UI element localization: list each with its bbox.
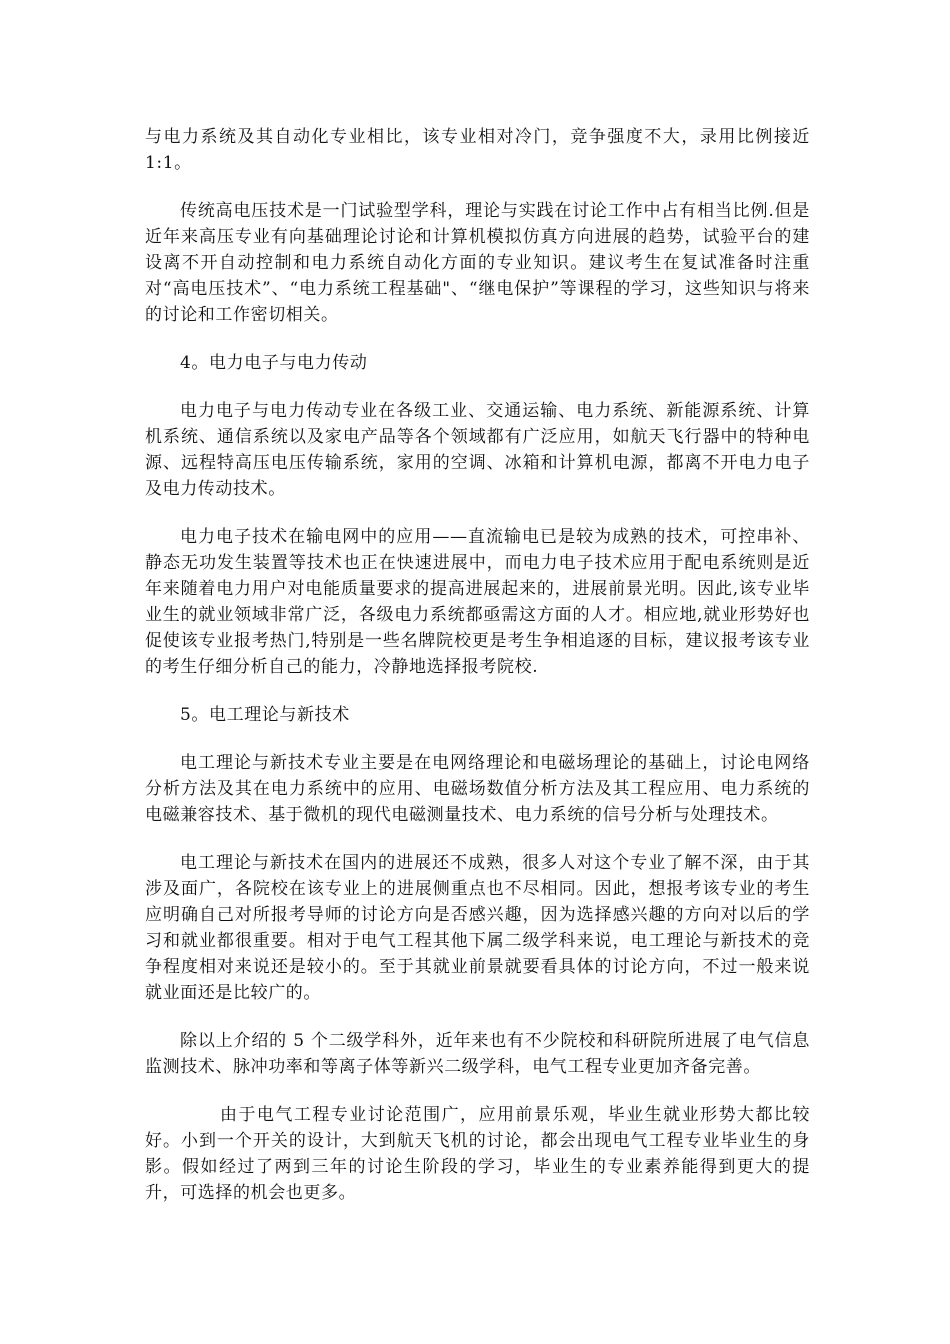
paragraph-intro-continuation: 与电力系统及其自动化专业相比，该专业相对冷门，竞争强度不大，录用比例接近 1:1。 (145, 127, 810, 173)
section-heading-power-electronics: 4。电力电子与电力传动 (180, 353, 368, 373)
paragraph-electrical-theory-scope: 电工理论与新技术专业主要是在电网络理论和电磁场理论的基础上，讨论电网络分析方法及其在电力系统中的应用、电磁场数值分析方法及其工程应用、电力系统的电磁兼容技术、基于微机的现代电磁测量技术、电力系统的信号分析与处理技术。 (145, 753, 810, 825)
paragraph-electrical-theory-development: 电工理论与新技术在国内的进展还不成熟，很多人对这个专业了解不深，由于其涉及面广，各院校在该专业上的进展侧重点也不尽相同。因此，想报考该专业的考生应明确自己对所报考导师的讨论方向是否感兴趣，因为选择感兴趣的方向对以后的学习和就业都很重要。相对于电气工程其他下属二级学科来说，电工理论与新技术的竞争程度相对来说还是较小的。至于其就业前景就要看具体的讨论方向，不过一般来说就业面还是比较广的。 (145, 853, 810, 1003)
paragraph-other-disciplines: 除以上介绍的 5 个二级学科外，近年来也有不少院校和科研院所进展了电气信息监测技术、脉冲功率和等离子体等新兴二级学科，电气工程专业更加齐备完善。 (145, 1031, 810, 1077)
paragraph-power-electronics-grid: 电力电子技术在输电网中的应用——直流输电已是较为成熟的技术，可控串补、静态无功发生装置等技术也正在快速进展中，而电力电子技术应用于配电系统则是近年来随着电力用户对电能质量要求的提高进展起来的，进展前景光明。因此,该专业毕业生的就业领域非常广泛，各级电力系统都亟需这方面的人才。相应地,就业形势好也促使该专业报考热门,特别是一些名牌院校更是考生争相追逐的目标，建议报考该专业的考生仔细分析自己的能力，冷静地选择报考院校. (145, 527, 810, 677)
document-body (145, 124, 810, 1228)
section-heading-electrical-theory: 5。电工理论与新技术 (180, 705, 350, 725)
paragraph-power-electronics-applications: 电力电子与电力传动专业在各级工业、交通运输、电力系统、新能源系统、计算机系统、通信系统以及家电产品等各个领域都有广泛应用，如航天飞行器中的特种电源、远程特高压电压传输系统，家用的空调、冰箱和计算机电源，都离不开电力电子及电力传动技术。 (145, 401, 810, 499)
paragraph-conclusion: 由于电气工程专业讨论范围广，应用前景乐观，毕业生就业形势大都比较好。小到一个开关的设计，大到航天飞机的讨论，都会出现电气工程专业毕业生的身影。假如经过了两到三年的讨论生阶段的学习，毕业生的专业素养能得到更大的提升，可选择的机会也更多。 (145, 1105, 810, 1203)
paragraph-high-voltage: 传统高电压技术是一门试验型学科，理论与实践在讨论工作中占有相当比例.但是近年来高压专业有向基础理论讨论和计算机模拟仿真方向进展的趋势，试验平台的建设离不开自动控制和电力系统自动化方面的专业知识。建议考生在复试准备时注重对“高电压技术”、“电力系统工程基础"、“继电保护”等课程的学习，这些知识与将来的讨论和工作密切相关。 (145, 201, 810, 325)
